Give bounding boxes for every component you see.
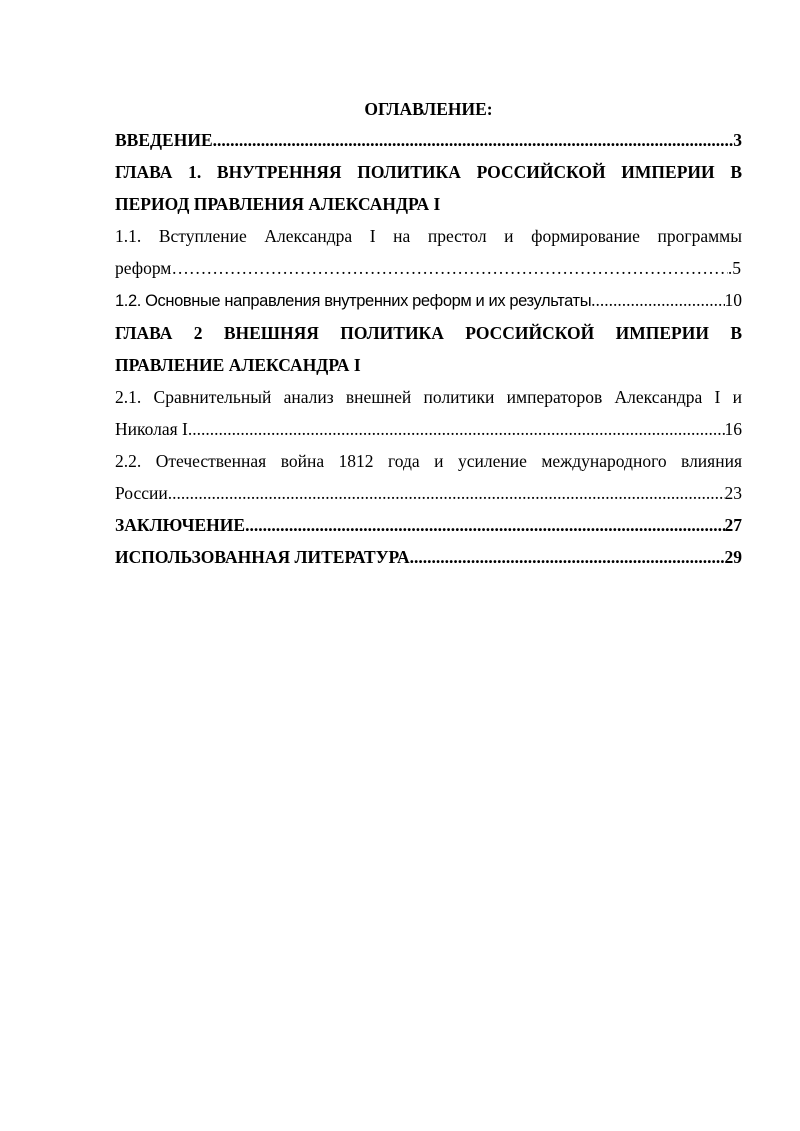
- dot-leader: [171, 252, 727, 284]
- toc-entry-text: ВВЕДЕНИЕ: [115, 130, 213, 150]
- toc-entry-leader-line: [115, 413, 742, 445]
- toc-entry-leader-line: [115, 252, 741, 284]
- toc-entry-text: ЗАКЛЮЧЕНИЕ: [115, 515, 246, 535]
- toc-entry-text-line-1: 1.1. Вступление Александра I на престол и формирование программы: [115, 226, 742, 246]
- toc-entry-text-line-2: ПРАВЛЕНИЕ АЛЕКСАНДРА I: [115, 355, 361, 375]
- toc-page-number: .5: [727, 258, 741, 278]
- toc-entry-chapter-2: [115, 317, 742, 381]
- dot-leader: [245, 509, 724, 541]
- toc-entry-chapter-1: [115, 156, 742, 220]
- dot-leader: [168, 477, 725, 509]
- toc-entry-text-line-2: ПЕРИОД ПРАВЛЕНИЯ АЛЕКСАНДРА I: [115, 194, 441, 214]
- toc-entry-text-line-1: ГЛАВА 1. ВНУТРЕННЯЯ ПОЛИТИКА РОССИЙСКОЙ ИМПЕРИИ В: [115, 162, 742, 182]
- toc-page-number: 3: [733, 130, 742, 150]
- toc-entry-section-2-1: [115, 381, 742, 445]
- toc-entry-section-1-2: [115, 284, 742, 317]
- dot-leader: [188, 413, 725, 445]
- toc-entry-text-line-2: России: [115, 483, 168, 503]
- toc-entry-text-line-1: 2.2. Отечественная война 1812 года и усиление международного влияния: [115, 451, 742, 471]
- toc-entry-text-line-1: 2.1. Сравнительный анализ внешней политики императоров Александра I и: [115, 387, 742, 407]
- toc-entry-references: [115, 541, 742, 573]
- dot-leader: [591, 284, 724, 316]
- toc-entry-leader-line: [115, 477, 742, 509]
- table-of-contents: [115, 94, 742, 573]
- toc-entry-introduction: [115, 124, 742, 156]
- toc-entry-text: ИСПОЛЬЗОВАННАЯ ЛИТЕРАТУРА: [115, 547, 410, 567]
- toc-page-number: 27: [724, 515, 742, 535]
- toc-page-number: 29: [724, 547, 742, 567]
- dot-leader: [213, 124, 734, 156]
- toc-entry-text-line-1: ГЛАВА 2 ВНЕШНЯЯ ПОЛИТИКА РОССИЙСКОЙ ИМПЕРИИ В: [115, 323, 742, 343]
- toc-entry-text-line-2: реформ: [115, 258, 172, 278]
- toc-title: ОГЛАВЛЕНИЕ:: [364, 99, 493, 119]
- toc-entry-section-1-1: [115, 220, 742, 284]
- dot-leader: [410, 541, 725, 573]
- toc-entry-conclusion: [115, 509, 742, 541]
- toc-entry-section-2-2: [115, 445, 742, 509]
- toc-entry-text-line-2: Николая I: [115, 419, 188, 439]
- toc-entry-text: 1.2. Основные направления внутренних реформ и их результаты: [115, 292, 592, 310]
- toc-page-number: 23: [724, 483, 742, 503]
- toc-page-number: 10: [724, 290, 742, 310]
- toc-page-number: 16: [724, 419, 742, 439]
